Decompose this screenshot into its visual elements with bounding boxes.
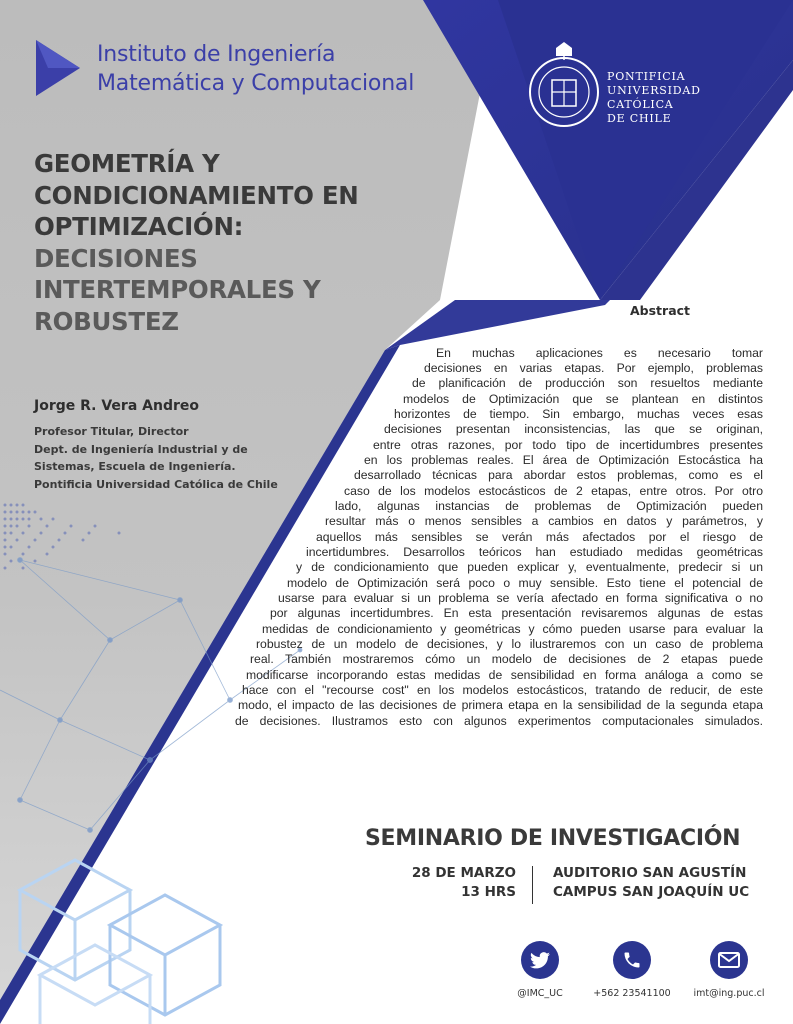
abstract-line: lado, algunas instancias de problemas de Optimización pueden — [335, 499, 763, 513]
abstract-line: desarrollado técnicas para abordar estos problemas, como es el — [354, 468, 763, 482]
abstract-line: de planificación de producción son resueltos mediante — [412, 376, 763, 390]
university-line: DE CHILE — [607, 112, 672, 125]
abstract-heading: Abstract — [630, 303, 691, 318]
email-icon[interactable] — [710, 941, 748, 979]
university-line: CATÓLICA — [607, 98, 674, 111]
affiliation-line: Sistemas, Escuela de Ingeniería. — [34, 460, 236, 473]
abstract-line: En muchas aplicaciones es necesario tomar — [436, 346, 763, 360]
event-venue: AUDITORIO SAN AGUSTÍN — [553, 865, 747, 881]
subtitle-line: DECISIONES — [34, 243, 198, 273]
abstract-line: modelo de Optimización será poco o muy sensible. Esto tiene el potencial de — [287, 576, 763, 590]
abstract-line: entre otras razones, por todo tipo de incertidumbres presentes — [373, 438, 763, 452]
abstract-line: modificarse incorporando estas medidas de sensibilidad en forma análoga a como se — [246, 668, 763, 682]
abstract-line: real. También mostraremos cómo un modelo de decisiones de 2 etapas puede — [250, 652, 763, 666]
university-line: PONTIFICIA — [607, 70, 686, 83]
abstract-line: horizontes de tiempo. Sin embargo, muchas veces esas — [394, 407, 763, 421]
event-title: SEMINARIO DE INVESTIGACIÓN — [365, 826, 741, 851]
abstract-line: de decisiones. Ilustramos esto con algunos experimentos computacionales simulados. — [235, 714, 763, 728]
divider — [532, 866, 533, 904]
university-line: UNIVERSIDAD — [607, 84, 701, 97]
subtitle-line: INTERTEMPORALES Y — [34, 275, 321, 304]
institute-name-line2: Matemática y Computacional — [97, 71, 415, 96]
university-name — [607, 70, 701, 126]
title-line: CONDICIONAMIENTO EN — [34, 180, 359, 210]
abstract-line: decisiones presentan inconsistencias, las que se originan, — [384, 422, 763, 436]
abstract-line: aquellos más sensibles se verán más afectados por el riesgo de — [316, 530, 763, 544]
subtitle-line: ROBUSTEZ — [34, 306, 179, 336]
phone-icon[interactable] — [613, 941, 651, 979]
page-title — [34, 148, 429, 337]
title-line: OPTIMIZACIÓN: — [34, 212, 244, 241]
abstract-line: robustez de un modelo de decisiones, y lo ilustraremos con un caso de problema — [256, 637, 763, 651]
abstract-line: resultar más o menos sensibles a cambios en datos y parámetros, y — [325, 514, 763, 528]
abstract-line: incertidumbres. Desarrollos teóricos han estudiado medidas geométricas — [306, 545, 763, 559]
abstract-line: decisiones en varias etapas. Por ejemplo, problemas — [424, 361, 763, 375]
affiliation-line: Pontificia Universidad Católica de Chile — [34, 477, 278, 491]
event-time: 13 HRS — [461, 884, 516, 900]
abstract-line: usarse para evaluar si un problema se vería afectado en forma significativa o no — [278, 591, 763, 605]
abstract-line: hace con el "recourse cost" en los modelos estocásticos, tratando de reducir, de este — [242, 683, 763, 697]
abstract-line: medidas de condicionamiento y geométricas y cómo pueden usarse para evaluar la — [262, 622, 763, 636]
speaker-affiliation — [34, 423, 278, 493]
speaker-name: Jorge R. Vera Andreo — [34, 398, 199, 414]
abstract-line: modelos de Optimización que se plantean en distintos — [403, 392, 763, 406]
abstract-line: modo, el impacto de las decisiones de primera etapa en la sensibilidad de la segunda etapa — [238, 698, 763, 712]
play-triangle-icon — [36, 40, 80, 96]
event-datetime — [380, 864, 516, 902]
university-seal-icon — [528, 42, 600, 134]
abstract-line: en los problemas reales. El área de Optimización Estocástica ha — [364, 453, 763, 467]
twitter-icon[interactable] — [521, 941, 559, 979]
event-location — [553, 864, 749, 902]
phone-number[interactable]: +562 23541100 — [593, 988, 671, 999]
institute-name — [97, 40, 414, 98]
event-date: 28 DE MARZO — [411, 865, 516, 881]
email-address[interactable]: imt@ing.puc.cl — [693, 988, 765, 999]
event-campus: CAMPUS SAN JOAQUÍN UC — [553, 884, 750, 900]
abstract-line: y de condicionamiento que pueden explicar y, eventualmente, predecir si un — [296, 560, 763, 574]
affiliation-line: Profesor Titular, Director — [34, 425, 189, 438]
twitter-handle[interactable]: @IMC_UC — [517, 988, 563, 999]
abstract-line: por algunas incertidumbres. En esta presentación revisaremos algunas de estas — [270, 606, 763, 620]
affiliation-line: Dept. de Ingeniería Industrial y de — [34, 442, 248, 456]
institute-name-line1: Instituto de Ingeniería — [97, 42, 336, 67]
title-line: GEOMETRÍA Y — [34, 149, 220, 178]
abstract-line: caso de los modelos estocásticos de 2 etapas, entre otros. Por otro — [344, 484, 763, 498]
